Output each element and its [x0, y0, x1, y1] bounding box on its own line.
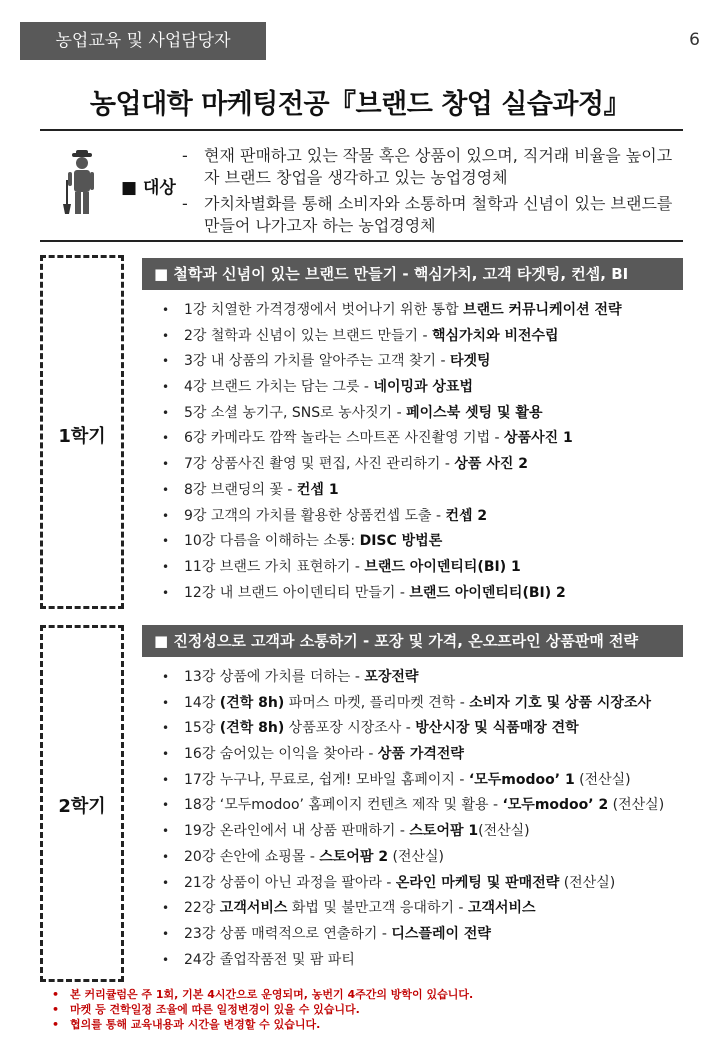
bullet-icon: •	[162, 695, 170, 710]
notes-list	[52, 987, 473, 1032]
lesson-item	[160, 401, 622, 427]
lesson-text: 20강 손안에 쇼핑몰 -	[184, 848, 320, 865]
note-item: • 본 커리큘럼은 주 1회, 기본 4시간으로 운영되며, 농번기 4주간의 방학이 있습니다.	[52, 988, 474, 1001]
lesson-text: 2강 철학과 신념이 있는 브랜드 만들기 -	[184, 327, 432, 344]
lesson-emphasis: 방산시장 및 식품매장 견학	[415, 720, 579, 737]
bullet-icon: •	[162, 405, 170, 420]
bullet-icon: •	[162, 303, 170, 317]
lesson-item	[160, 324, 622, 350]
bullet-icon: •	[162, 849, 170, 864]
semester2-label: 2학기	[58, 796, 106, 817]
bullet-icon: •	[162, 328, 170, 343]
lesson-emphasis: 고객서비스	[219, 900, 288, 917]
lesson-item	[160, 529, 622, 555]
lesson-emphasis: (견학 8h)	[219, 720, 285, 737]
lesson-text: 18강 ‘모두modoo’ 홈페이지 컨텐츠 제작 및 활용 -	[184, 797, 503, 814]
bullet-icon: •	[162, 747, 170, 762]
lesson-item	[160, 819, 664, 845]
lesson-emphasis: 브랜드 아이덴티티(BI) 2	[409, 584, 566, 601]
divider-top	[40, 129, 683, 131]
lesson-item	[160, 581, 622, 607]
bullet-icon: •	[162, 875, 170, 890]
lesson-text: 17강 누구나, 무료로, 쉽게! 모바일 홈페이지 -	[184, 771, 469, 788]
target-list	[182, 145, 682, 241]
lesson-text: (전산실)	[388, 848, 445, 865]
semester2-lessons	[160, 665, 664, 973]
lesson-text: 21강 상품이 아닌 과정을 팔아라 -	[184, 874, 396, 891]
lesson-item	[160, 793, 664, 819]
bullet-icon: •	[162, 824, 170, 839]
lesson-text: 파머스 마켓, 플리마켓 견학 -	[284, 694, 470, 711]
lesson-text: 13강 상품에 가치를 더하는 -	[184, 669, 365, 685]
bullet-icon: •	[162, 534, 170, 549]
lesson-text: 6강 카메라도 깜짝 놀라는 스마트폰 사진촬영 기법 -	[184, 430, 505, 447]
bullet-icon: •	[162, 952, 170, 967]
bullet-icon: •	[162, 380, 170, 395]
lesson-emphasis: 브랜드 아이덴티티(BI) 1	[364, 558, 521, 575]
lesson-text: 23강 상품 매력적으로 연출하기 -	[184, 925, 392, 942]
lesson-text: (전산실)	[559, 874, 616, 891]
lesson-emphasis: 컨셉 2	[445, 507, 488, 524]
lesson-emphasis: 스토어팜 2	[319, 848, 389, 865]
lesson-text: 11강 브랜드 가치 표현하기 -	[184, 558, 365, 575]
target-item: - 가치차별화를 통해 소비자와 소통하며 철학과 신념이 있는 브랜드를 만들어 나가고자 하는 농업경영체	[182, 194, 673, 235]
lesson-item	[160, 478, 622, 504]
lesson-emphasis: 상품 사진 2	[454, 456, 528, 473]
lesson-emphasis: 소비자 기호 및 상품 시장조사	[469, 694, 651, 711]
page-title: 농업대학 마케팅전공『브랜드 창업 실습과정』	[89, 89, 631, 120]
lesson-emphasis: ‘모두modoo’ 1	[468, 771, 575, 788]
lesson-text: 4강 브랜드 가치는 담는 그릇 -	[184, 379, 374, 396]
semester1-header: ■ 철학과 신념이 있는 브랜드 만들기 - 핵심가치, 고객 타겟팅, 컨셉, BI	[142, 258, 683, 290]
lesson-item	[160, 691, 664, 717]
bullet-icon: •	[162, 670, 170, 684]
lesson-item	[160, 555, 622, 581]
bullet-icon: •	[162, 926, 170, 941]
lesson-item	[160, 896, 664, 922]
bullet-icon: •	[162, 721, 170, 736]
target-item: - 현재 판매하고 있는 작물 혹은 상품이 있으며, 직거래 비율을 높이고자 브랜드 창업을 생각하고 있는 농업경영체	[182, 146, 673, 187]
lesson-emphasis: 브랜드 커뮤니케이션 전략	[463, 302, 622, 318]
lesson-emphasis: 포장전략	[364, 669, 419, 685]
bullet-icon: •	[162, 901, 170, 916]
lesson-text: 12강 내 브랜드 아이덴티티 만들기 -	[184, 584, 410, 601]
semester2-header: ■ 진정성으로 고객과 소통하기 - 포장 및 가격, 온오프라인 상품판매 전략	[142, 625, 683, 657]
bullet-icon: •	[162, 457, 170, 472]
lesson-emphasis: 타겟팅	[449, 353, 491, 370]
note-item: • 협의를 통해 교육내용과 시간을 변경할 수 있습니다.	[52, 1018, 321, 1031]
lesson-text: 15강	[184, 720, 220, 737]
lesson-emphasis: 스토어팜 1	[409, 823, 479, 840]
lesson-emphasis: 고객서비스	[467, 900, 536, 917]
lesson-text: 8강 브랜딩의 꽃 -	[184, 481, 297, 498]
page-number: 6	[689, 30, 700, 50]
semester1-lessons	[160, 298, 622, 606]
lesson-text: 14강	[184, 694, 220, 711]
lesson-text: 상품포장 시장조사 -	[284, 720, 416, 737]
lesson-text: 1강 치열한 가격경쟁에서 벗어나기 위한 통합	[184, 302, 464, 318]
target-label: ■ 대상	[121, 178, 176, 198]
lesson-item	[160, 948, 664, 974]
lesson-text: 5강 소셜 농기구, SNS로 농사짓기 -	[184, 404, 407, 421]
lesson-text: 7강 상품사진 촬영 및 편집, 사진 관리하기 -	[184, 456, 455, 473]
bullet-icon: •	[162, 559, 170, 574]
lesson-item	[160, 426, 622, 452]
lesson-emphasis: 핵심가치와 비전수립	[431, 327, 559, 344]
lesson-emphasis: 상품 가격전략	[377, 746, 464, 763]
lesson-item	[160, 871, 664, 897]
lesson-text: (전산실)	[608, 797, 665, 814]
lesson-item	[160, 375, 622, 401]
bullet-icon: •	[162, 482, 170, 497]
note-item: • 마켓 등 견학일정 조율에 따른 일정변경이 있을 수 있습니다.	[52, 1003, 360, 1016]
lesson-text: 3강 내 상품의 가치를 알아주는 고객 찾기 -	[184, 353, 450, 370]
lesson-emphasis: 온라인 마케팅 및 판매전략	[395, 874, 560, 891]
bullet-icon: •	[162, 798, 170, 813]
lesson-emphasis: 상품사진 1	[504, 430, 573, 447]
bullet-icon: •	[162, 431, 170, 446]
lesson-item	[160, 768, 664, 794]
bullet-icon: •	[162, 354, 170, 369]
lesson-text: 22강	[184, 900, 220, 917]
lesson-item	[160, 922, 664, 948]
lesson-text: 화법 및 불만고객 응대하기 -	[287, 900, 468, 917]
lesson-text: 16강 숨어있는 이익을 찾아라 -	[184, 746, 378, 763]
lesson-emphasis: 컨셉 1	[296, 481, 339, 498]
lesson-emphasis: 디스플레이 전략	[391, 925, 491, 942]
lesson-emphasis: DISC 방법론	[359, 533, 443, 550]
lesson-text: 24강 졸업작품전 및 팜 파티	[184, 951, 355, 968]
lesson-item	[160, 716, 664, 742]
lesson-item	[160, 504, 622, 530]
lesson-text: 10강 다름을 이해하는 소통:	[184, 533, 360, 550]
lesson-text: 9강 고객의 가치를 활용한 상품컨셉 도출 -	[184, 507, 446, 524]
lesson-item	[160, 845, 664, 871]
lesson-emphasis: 페이스북 셋팅 및 활용	[406, 404, 543, 421]
semester1-label: 1학기	[58, 426, 106, 447]
lesson-text: (전산실)	[574, 771, 631, 788]
section-header: 농업교육 및 사업담당자	[20, 22, 266, 60]
lesson-item	[160, 298, 622, 324]
lesson-item	[160, 742, 664, 768]
lesson-text: (전산실)	[478, 823, 530, 840]
bullet-icon: •	[162, 508, 170, 523]
lesson-item	[160, 665, 664, 691]
lesson-item	[160, 452, 622, 478]
farmer-icon	[62, 150, 102, 216]
lesson-emphasis: (견학 8h)	[219, 694, 285, 711]
lesson-item	[160, 349, 622, 375]
bullet-icon: •	[162, 772, 170, 787]
bullet-icon: •	[162, 585, 170, 600]
lesson-emphasis: ‘모두modoo’ 2	[502, 797, 609, 814]
divider-bottom	[40, 240, 683, 242]
lesson-emphasis: 네이밍과 상표법	[373, 379, 473, 396]
lesson-text: 19강 온라인에서 내 상품 판매하기 -	[184, 823, 410, 840]
